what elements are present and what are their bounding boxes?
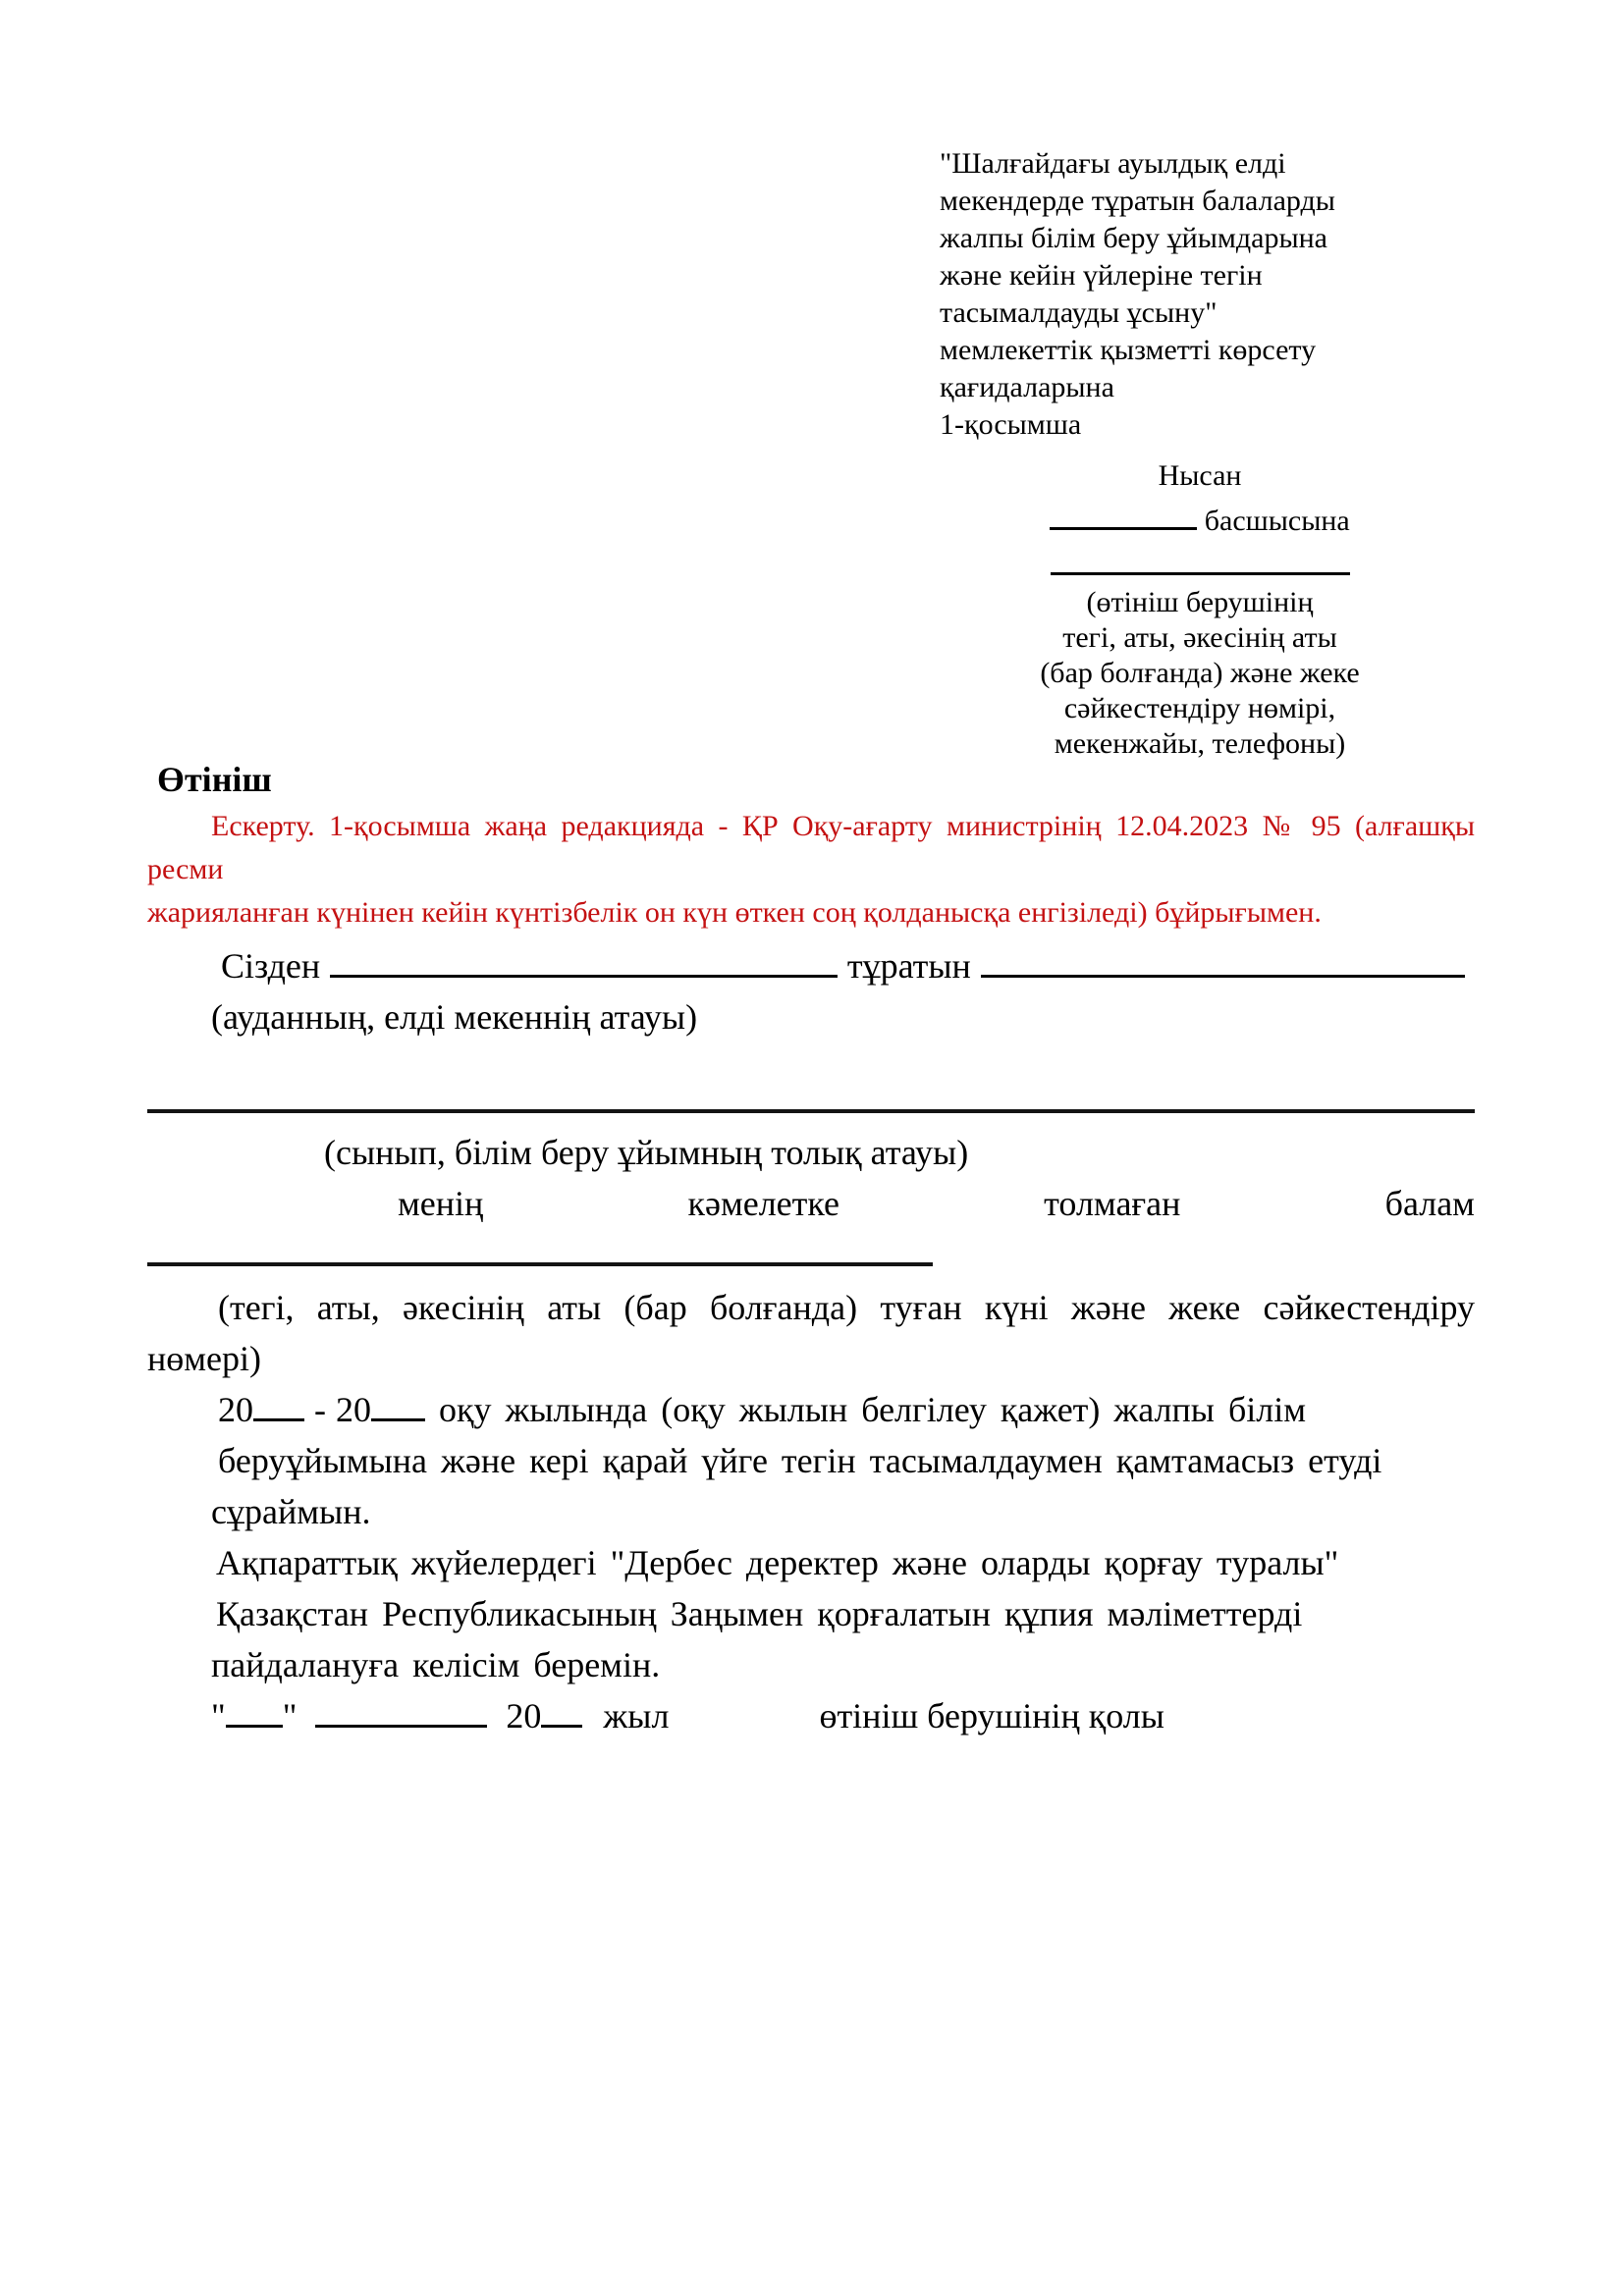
day-blank [226,1717,283,1728]
school-hint: (сынып, білім беру ұйымның толық атауы) [324,1133,969,1172]
child-word: балам [1384,1184,1475,1223]
page-title: Өтініш [157,760,272,799]
year-blank [541,1717,582,1728]
applicant-name-line [1038,548,1362,585]
open-quote: " [211,1696,226,1735]
appendix-lines [940,145,1364,444]
consent-line1: Ақпараттық жүйелердегі "Дербес деректер және оларды қорғау туралы" [216,1543,1339,1582]
applicant-hint-line: (өтініш берушінің [1086,586,1314,618]
school-name-blank-line [147,1092,1475,1113]
settlement-blank [981,967,1465,978]
year-blank [371,1411,425,1421]
request-body-line3: сұраймын. [211,1492,371,1531]
appendix-line: 1-қосымша [940,408,1082,441]
signature-label: өтініш берушінің қолы [819,1696,1164,1735]
study-year-text: оқу жылында (оқу жылын белгілеу қажет) жалпы білім [439,1390,1307,1429]
residing-word: тұратын [846,946,971,986]
addressee-line [1038,503,1362,540]
year-prefix: 20 [336,1390,371,1429]
year-dash: - [314,1390,326,1429]
form-label: Нысан [1158,459,1242,492]
appendix-line: "Шалғайдағы ауылдық елді [940,147,1286,180]
applicant-hint-line: сәйкестендіру нөмірі, [1063,692,1336,724]
appendix-line: мемлекеттік қызметті көрсету [940,334,1317,366]
year-prefix: 20 [218,1390,253,1429]
blank-space [147,1042,1475,1068]
appendix-line: және кейін үйлеріне тегін [940,259,1263,292]
appendix-line: мекендерде тұратын балаларды [940,185,1335,217]
application-body [147,754,1475,1741]
district-blank [330,967,838,978]
form-header [1038,457,1362,762]
request-body-line2: беруұйымына және кері қарай үйге тегін тасымалдаумен қамтамасыз етуді [218,1441,1382,1480]
year-prefix: 20 [506,1696,542,1735]
request-from-line [147,940,1475,991]
amendment-note-line2: жарияланған күнінен кейін күнтізбелік он күн өткен соң қолданысқа енгізіледі) бұйрығымен. [147,896,1322,929]
district-hint: (ауданның, елді мекеннің атауы) [211,997,698,1037]
amendment-note-line1: Ескерту. 1-қосымша жаңа редакцияда - ҚР Оқу-ағарту министрінің 12.04.2023 № 95 (алғашқы ресми [147,810,1475,885]
appendix-line: жалпы білім беру ұйымдарына [940,222,1327,254]
child-hint-line2: нөмері) [147,1339,262,1378]
child-word: кәмелетке [687,1184,839,1223]
addressee-name-blank [1050,519,1197,530]
consent-line2: Қазақстан Республикасының Заңымен қорғалатын құпия мәліметтерді [216,1594,1303,1633]
appendix-line: тасымалдауды ұсыну" [940,296,1218,329]
close-quote: " [282,1696,298,1735]
signature-line [147,1690,1475,1741]
date-field [211,1696,677,1735]
applicant-hint-line: (бар болғанда) және жеке [1040,657,1360,689]
year-word: жыл [603,1696,670,1735]
applicant-hint-line: мекенжайы, телефоны) [1054,727,1346,760]
child-word: толмаған [1044,1184,1181,1223]
addressee-suffix: басшысына [1204,505,1350,537]
study-year-line [147,1384,1475,1435]
consent-line3: пайдалануға келісім беремін. [211,1645,661,1684]
year-blank [253,1411,304,1421]
from-word: Сізден [221,946,321,986]
applicant-hint-line: тегі, аты, әкесінің аты [1062,621,1337,654]
child-word: менің [398,1184,484,1223]
appendix-line: қағидаларына [940,371,1114,403]
child-name-blank-line [147,1245,933,1266]
applicant-hint [1038,585,1362,762]
month-blank [315,1717,487,1728]
child-hint-line1: (тегі, аты, әкесінің аты (бар болғанда) туған күні және жеке сәйкестендіру [218,1288,1475,1327]
appendix-block [940,145,1364,762]
applicant-name-blank [1051,564,1350,575]
child-phrase-line [398,1178,1475,1229]
